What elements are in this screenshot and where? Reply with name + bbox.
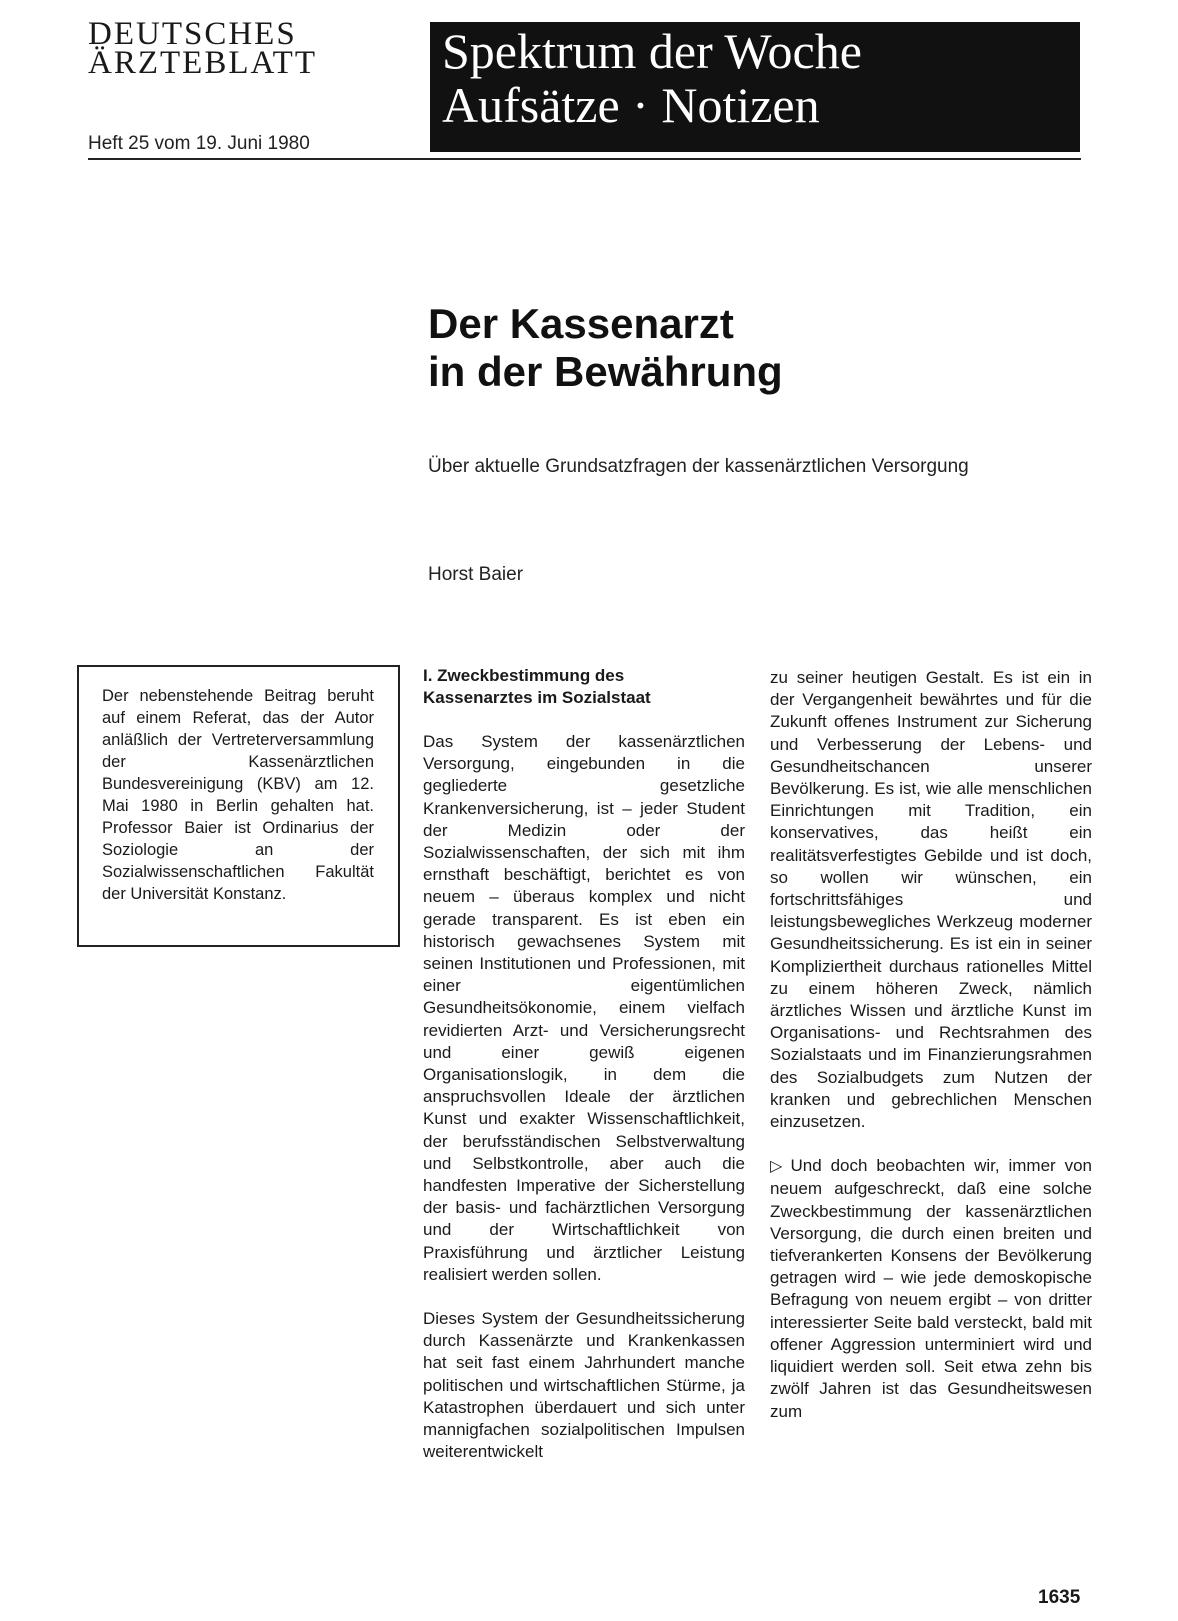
article-author: Horst Baier	[428, 564, 524, 585]
paragraph-3: zu seiner heutigen Gestalt. Es ist ein in der Vergangenheit bewährtes und für die Zukunft offenes Instrument zur Sicherung und Verbesserung der Lebens- und Gesundheitschancen unserer Bevölkerung. Es ist, wie alle menschlichen Einrichtungen mit Tradition, ein konservatives, das heißt ein realitätsverfestigtes Gebilde und ist doch, so wollen wir wünschen, ein fortschrittsfähiges und leistungsbewegliches Werkzeug moderner Gesundheitssicherung. Es ist ein in seiner Kompliziertheit durchaus rationelles Mittel zu einem höheren Zweck, nämlich ärztliches Wissen und ärztliche Kunst im Organisations- und Rechtsrahmen des Sozialstaats und im Finanzierungsrahmen des Sozialbudgets zum Nutzen der kranken und gebrechlichen Menschen einzusetzen.	[770, 668, 1092, 1132]
masthead-logo	[88, 16, 418, 81]
masthead-line-1: DEUTSCHES	[88, 16, 297, 52]
header-rule	[88, 158, 1081, 160]
masthead-line-2: ÄRZTEBLATT	[88, 45, 317, 81]
paragraph-2: Dieses System der Gesundheitssicherung durch Kassenärzte und Krankenkassen hat seit fast einem Jahrhundert manche politischen und wirtschaftlichen Stürme, ja Katastrophen überdauert und sich unter mannigfachen sozialpolitischen Impulsen weiterentwickelt	[423, 1309, 745, 1462]
banner-line-2: Aufsätze · Notizen	[442, 77, 820, 133]
text-column-1	[423, 665, 745, 1486]
paragraph-4-text: Und doch beobachten wir, immer von neuem aufgeschreckt, daß eine solche Zweckbestimmung der kassenärztlichen Versorgung, die durch einen breiten und tiefverankerten Konsens der Bevölkerung getragen wird – wie jede demoskopische Befragung von neuem ergibt – von dritter interessierter Seite bald versteckt, bald mit offener Aggression unterminiert wird und liquidiert werden soll. Seit etwa zehn bis zwölf Jahren ist das Gesundheitswesen zum	[770, 1156, 1092, 1421]
paragraph-4	[770, 1155, 1092, 1422]
title-line-1: Der Kassenarzt	[428, 300, 734, 347]
banner-line-1: Spektrum der Woche	[442, 23, 862, 79]
paragraph-1: Das System der kassenärztlichen Versorgung, eingebunden in die gegliederte gesetzliche Krankenversicherung, ist – jeder Student der Medizin oder der Sozialwissenschaften, der sich mit ihm ernsthaft beschäftigt, berichtet es von neuem – überaus komplex und nicht gerade transparent. Es ist eben ein historisch gewachsenes System mit seinen Institutionen und Professionen, mit einer eigentümlichen Gesundheitsökonomie, einem vielfach revidierten Arzt- und Versicherungsrecht und einer gewiß eigenen Organisationslogik, in dem die anspruchsvollen Ideale der ärztlichen Kunst und exakter Wissenschaftlichkeit, der berufsständischen Selbstverwaltung und Selbstkontrolle, aber auch die handfesten Imperative der Sicherstellung der basis- und fachärztlichen Versorgung und der Wirtschaftlichkeit von Praxisführung und ärztlicher Leistung realisiert werden sollen.	[423, 732, 745, 1284]
section-heading-line-2: Kassenarztes im Sozialstaat	[423, 688, 651, 707]
info-box-text: Der nebenstehende Beitrag beruht auf einem Referat, das der Autor anläßlich der Vertreterversammlung der Kassenärztlichen Bundesvereinigung (KBV) am 12. Mai 1980 in Berlin gehalten hat. Professor Baier ist Ordinarius der Soziologie an der Sozialwissenschaftlichen Fakultät der Universität Konstanz.	[102, 687, 374, 903]
triangle-marker-icon: ▷	[770, 1158, 787, 1176]
section-heading-line-1: I. Zweckbestimmung des	[423, 666, 625, 685]
section-banner	[430, 22, 1080, 152]
article-subtitle: Über aktuelle Grundsatzfragen der kassenärztlichen Versorgung	[428, 456, 969, 477]
article-title	[428, 300, 1068, 396]
title-line-2: in der Bewährung	[428, 348, 783, 395]
issue-info: Heft 25 vom 19. Juni 1980	[88, 133, 310, 154]
info-box	[77, 665, 400, 947]
section-heading	[423, 665, 745, 709]
text-column-2	[770, 667, 1092, 1445]
page-number: 1635	[1038, 1587, 1081, 1608]
